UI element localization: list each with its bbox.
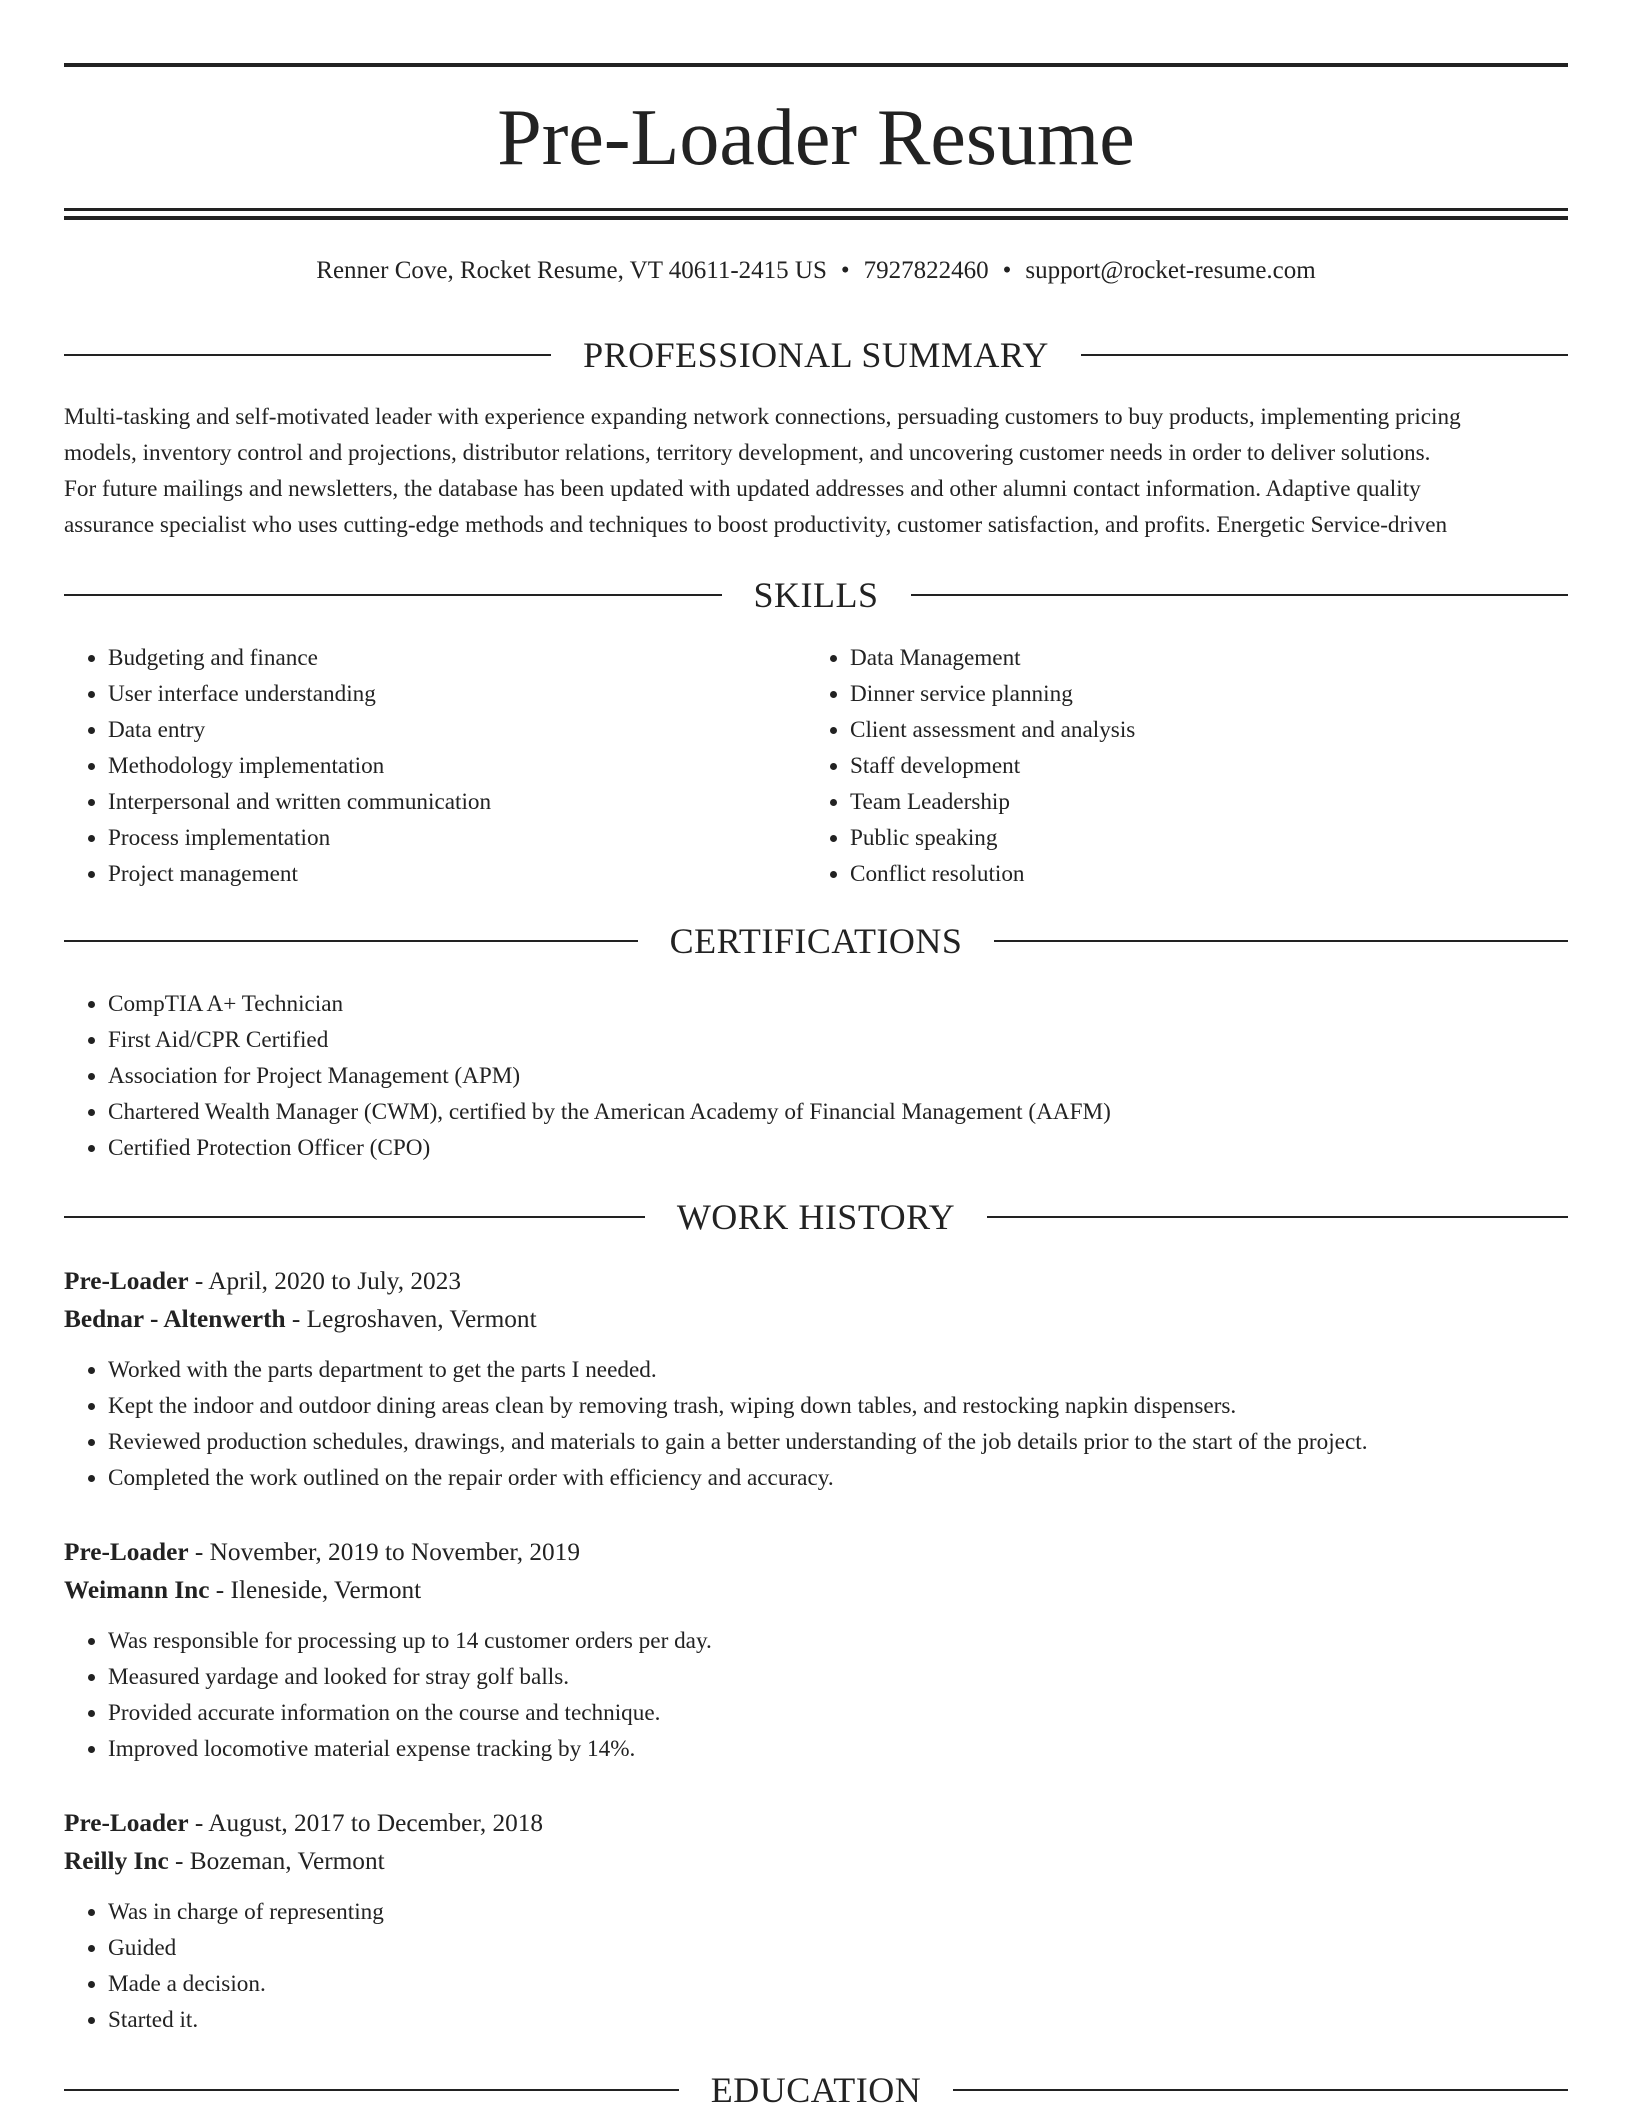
skill-item: • Conflict resolution <box>850 856 1506 892</box>
job-bullet: • Worked with the parts department to get the parts I needed. <box>108 1352 1568 1388</box>
job-dates: - April, 2020 to July, 2023 <box>188 1267 461 1295</box>
job-title-line <box>64 1533 1568 1571</box>
header-double-rule-lower <box>64 216 1568 220</box>
section-rule-left <box>64 1216 645 1218</box>
work-history-section-title: WORK HISTORY <box>676 1197 956 1237</box>
job-bullet: • Improved locomotive material expense tracking by 14%. <box>108 1731 1568 1767</box>
job-bullets <box>64 1894 1568 2038</box>
job-title-line <box>64 1262 1568 1300</box>
skill-item: • Dinner service planning <box>850 676 1506 712</box>
job-bullet: • Provided accurate information on the course and technique. <box>108 1695 1568 1731</box>
job-company-line <box>64 1300 1568 1338</box>
certification-item: • Chartered Wealth Manager (CWM), certified by the American Academy of Financial Management (AAFM) <box>108 1094 1568 1130</box>
job-company: Bednar - Altenwerth <box>64 1305 286 1333</box>
job-bullet: • Was in charge of representing <box>108 1894 1568 1930</box>
skill-item: • User interface understanding <box>108 676 764 712</box>
contact-separator: • <box>840 257 850 284</box>
job-bullet: • Completed the work outlined on the repair order with efficiency and accuracy. <box>108 1460 1568 1496</box>
skill-item: • Data Management <box>850 640 1506 676</box>
skill-item: • Budgeting and finance <box>108 640 764 676</box>
job-company-line <box>64 1571 1568 1609</box>
certifications-section-header <box>64 919 1568 963</box>
contact-email: support@rocket-resume.com <box>1025 257 1316 284</box>
job-title-line <box>64 1804 1568 1842</box>
job-bullets <box>64 1352 1568 1496</box>
skills-section-title: SKILLS <box>753 575 879 615</box>
summary-line: assurance specialist who uses cutting-edge methods and techniques to boost productivity, customer satisfaction, and profits. Energetic Service-driven <box>64 512 1448 538</box>
certifications-list <box>64 986 1568 1166</box>
skills-column-right <box>806 640 1506 892</box>
summary-line: Multi-tasking and self-motivated leader with experience expanding network connections, persuading customers to buy products, implementing pricing <box>64 404 1461 430</box>
skills-column-left <box>64 640 764 892</box>
job-bullet: • Started it. <box>108 2002 1568 2038</box>
contact-address: Renner Cove, Rocket Resume, VT 40611-2415 US <box>316 257 827 284</box>
job-bullet: • Made a decision. <box>108 1966 1568 2002</box>
section-rule-left <box>64 940 638 942</box>
section-rule-right <box>1081 354 1568 356</box>
header-double-rule-upper <box>64 208 1568 211</box>
contact-phone: 7927822460 <box>863 257 989 284</box>
section-rule-left <box>64 594 722 596</box>
section-rule-left <box>64 354 551 356</box>
contact-line <box>64 254 1568 288</box>
job-location: - Bozeman, Vermont <box>168 1847 385 1875</box>
certifications-section-title: CERTIFICATIONS <box>669 921 963 961</box>
education-section-title: EDUCATION <box>710 2070 922 2110</box>
work-history-section-header <box>64 1195 1568 1239</box>
job-entry <box>64 1533 1568 1767</box>
certification-item: • Certified Protection Officer (CPO) <box>108 1130 1568 1166</box>
job-company: Reilly Inc <box>64 1847 169 1875</box>
contact-separator: • <box>1002 257 1012 284</box>
skill-item: • Project management <box>108 856 764 892</box>
job-bullet: • Guided <box>108 1930 1568 1966</box>
skill-item: • Staff development <box>850 748 1506 784</box>
section-rule-left <box>64 2089 679 2091</box>
skills-section-header <box>64 573 1568 617</box>
job-title: Pre-Loader <box>64 1809 189 1837</box>
job-bullet: • Kept the indoor and outdoor dining areas clean by removing trash, wiping down tables, and restocking napkin dispensers. <box>108 1388 1568 1424</box>
section-rule-right <box>987 1216 1568 1218</box>
skill-item: • Client assessment and analysis <box>850 712 1506 748</box>
job-company-line <box>64 1842 1568 1880</box>
certification-item: • First Aid/CPR Certified <box>108 1022 1568 1058</box>
skill-item: • Data entry <box>108 712 764 748</box>
resume-title: Pre-Loader Resume <box>497 94 1135 182</box>
summary-line: For future mailings and newsletters, the database has been updated with updated addresses and other alumni contact information. Adaptive quality <box>64 476 1421 502</box>
section-rule-right <box>994 940 1568 942</box>
skill-item: • Process implementation <box>108 820 764 856</box>
job-entry <box>64 1262 1568 1496</box>
summary-section-title: PROFESSIONAL SUMMARY <box>583 335 1049 375</box>
section-rule-right <box>953 2089 1568 2091</box>
job-location: - Legroshaven, Vermont <box>285 1305 537 1333</box>
skill-item: • Interpersonal and written communication <box>108 784 764 820</box>
skill-item: • Public speaking <box>850 820 1506 856</box>
summary-text <box>64 399 1568 543</box>
job-bullet: • Reviewed production schedules, drawings, and materials to gain a better understanding of the job details prior to the start of the project. <box>108 1424 1568 1460</box>
job-dates: - November, 2019 to November, 2019 <box>188 1538 580 1566</box>
summary-section-header <box>64 333 1568 377</box>
job-bullets <box>64 1623 1568 1767</box>
skill-item: • Team Leadership <box>850 784 1506 820</box>
skill-item: • Methodology implementation <box>108 748 764 784</box>
job-title: Pre-Loader <box>64 1267 189 1295</box>
job-title: Pre-Loader <box>64 1538 189 1566</box>
summary-line: models, inventory control and projections, distributor relations, territory development, and uncovering customer needs in order to deliver solutions. <box>64 440 1431 466</box>
job-bullet: • Was responsible for processing up to 14 customer orders per day. <box>108 1623 1568 1659</box>
section-rule-right <box>911 594 1569 596</box>
education-section-header <box>64 2068 1568 2112</box>
job-dates: - August, 2017 to December, 2018 <box>188 1809 544 1837</box>
certification-item: • CompTIA A+ Technician <box>108 986 1568 1022</box>
job-location: - Ileneside, Vermont <box>209 1576 422 1604</box>
job-entry <box>64 1804 1568 2038</box>
job-company: Weimann Inc <box>64 1576 210 1604</box>
certification-item: • Association for Project Management (APM) <box>108 1058 1568 1094</box>
header-top-rule <box>64 63 1568 67</box>
job-bullet: • Measured yardage and looked for stray golf balls. <box>108 1659 1568 1695</box>
